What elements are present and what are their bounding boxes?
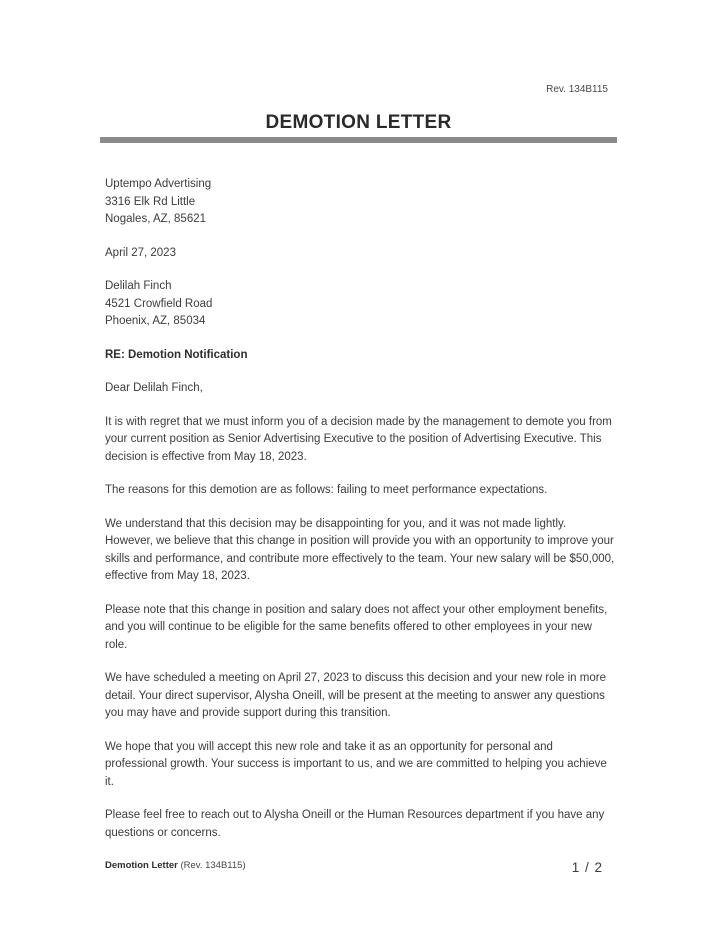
title-rule — [100, 137, 617, 143]
page-number-indicator: 1 / 2 — [571, 860, 603, 875]
paragraph-5 — [105, 670, 615, 723]
salutation: Dear Delilah Finch, — [105, 382, 203, 394]
paragraph-1 — [105, 414, 615, 467]
paragraph-4 — [105, 602, 615, 655]
paragraph-2 — [105, 482, 615, 500]
paragraph-text: It is with regret that we must inform you of a decision made by the management to demote you from your current position as Senior Advertising Executive to the position of Advertising Executive. This decision is effective from May 18, 2023. — [105, 415, 612, 463]
footer-doc-rev: (Rev. 134B115) — [177, 860, 246, 871]
paragraph-text: We have scheduled a meeting on April 27, 2023 to discuss this decision and your new role in more detail. Your direct supervisor, Alysha Oneill, will be present at the meeting to answer any questions you may have and provide support during this transition. — [105, 672, 606, 719]
paragraph-text: Please note that this change in position and salary does not affect your other employment benefits, and you will continue to be eligible for the same benefits offered to other employees in your new role. — [105, 603, 608, 651]
recipient-address-line2: Phoenix, AZ, 85034 — [105, 315, 206, 327]
subject-line-block — [105, 347, 615, 365]
sender-address-line2: Nogales, AZ, 85621 — [105, 213, 207, 225]
page-footer — [105, 860, 615, 875]
salutation-block — [105, 380, 615, 398]
title-block — [100, 112, 617, 143]
sender-company: Uptempo Advertising — [105, 178, 212, 190]
recipient-address-line1: 4521 Crowfield Road — [105, 297, 213, 310]
paragraph-3 — [105, 516, 615, 586]
footer-doc-name: Demotion Letter — [105, 860, 178, 871]
recipient-address-block — [105, 278, 615, 331]
page-title: DEMOTION LETTER — [265, 112, 452, 133]
paragraph-7 — [105, 807, 615, 842]
sender-address-block — [105, 176, 615, 229]
paragraph-text: We hope that you will accept this new role and take it as an opportunity for personal and professional growth. Your success is important to us, and we are committed to helping you achieve it. — [105, 740, 607, 788]
sender-address-line1: 3316 Elk Rd Little — [105, 195, 196, 208]
recipient-name: Delilah Finch — [105, 280, 172, 292]
letter-body — [105, 176, 615, 858]
footer-document-label — [105, 860, 246, 871]
paragraph-text: Please feel free to reach out to Alysha Oneill or the Human Resources department if you have any questions or concerns. — [105, 809, 605, 839]
paragraph-6 — [105, 739, 615, 792]
paragraph-text: We understand that this decision may be disappointing for you, and it was not made lightly. However, we believe that this change in position will provide you with an opportunity to improve your skills and performance, and contribute more effectively to the team. Your new salary will be $50,000, effective from May 18, 2023. — [105, 517, 615, 582]
subject-line: RE: Demotion Notification — [105, 348, 248, 361]
letter-date: April 27, 2023 — [105, 246, 176, 259]
date-block — [105, 245, 615, 263]
revision-label: Rev. 134B115 — [546, 84, 608, 95]
paragraph-text: The reasons for this demotion are as follows: failing to meet performance expectations. — [105, 484, 548, 496]
